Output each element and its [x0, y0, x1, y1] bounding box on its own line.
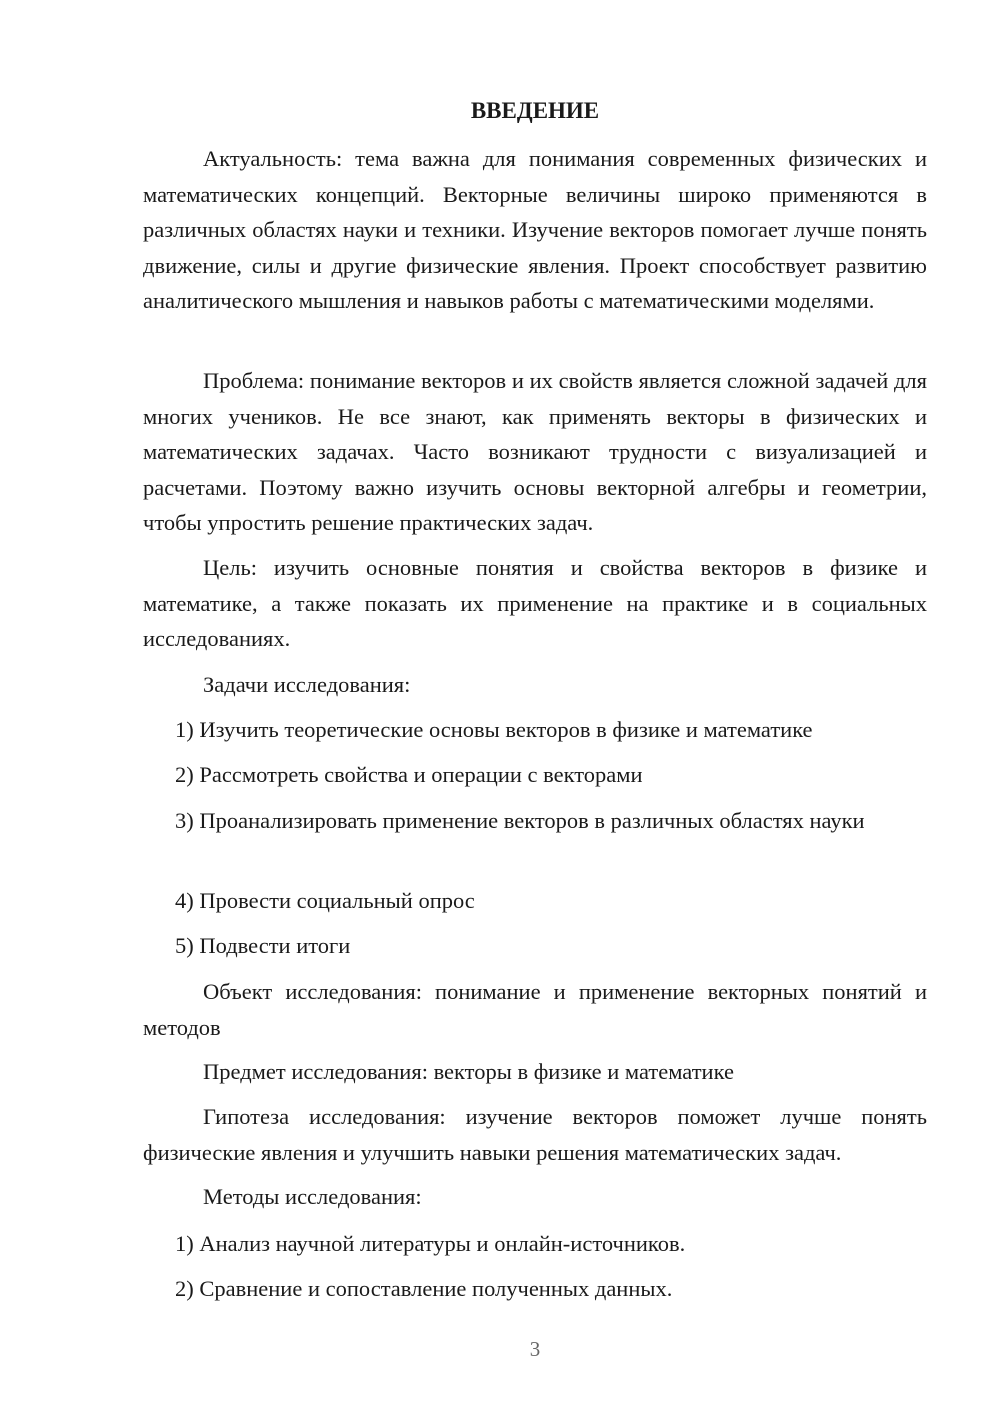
task-item-4: 4) Провести социальный опрос	[175, 888, 475, 913]
methods-heading: Методы исследования:	[203, 1184, 422, 1209]
task-item-1: 1) Изучить теоретические основы векторов в физике и математике	[175, 717, 813, 742]
paragraph-hypothesis: Гипотеза исследования: изучение векторов поможет лучше понять физические явления и улучшить навыки решения математических задач.	[143, 1104, 927, 1165]
section-title: ВВЕДЕНИЕ	[470, 98, 600, 123]
paragraph-goal: Цель: изучить основные понятия и свойства векторов в физике и математике, а также показать их применение на практике и в социальных исследованиях.	[143, 555, 927, 651]
method-item-2: 2) Сравнение и сопоставление полученных данных.	[175, 1276, 673, 1301]
paragraph-subject: Предмет исследования: векторы в физике и математике	[203, 1059, 734, 1084]
task-item-5: 5) Подвести итоги	[175, 933, 351, 958]
tasks-heading: Задачи исследования:	[203, 672, 411, 697]
task-item-2: 2) Рассмотреть свойства и операции с векторами	[175, 762, 643, 787]
paragraph-object: Объект исследования: понимание и применение векторных понятий и методов	[143, 979, 927, 1040]
paragraph-problem: Проблема: понимание векторов и их свойств является сложной задачей для многих учеников. Не все знают, как применять векторы в физических и математических задачах. Часто возникают трудности с визуализацией и расчетами. Поэтому важно изучить основы векторной алгебры и геометрии, чтобы упростить решение практических задач.	[143, 368, 927, 535]
paragraph-relevance: Актуальность: тема важна для понимания современных физических и математических концепций. Векторные величины широко применяются в различных областях науки и техники. Изучение векторов помогает лучше понять движение, силы и другие физические явления. Проект способствует развитию аналитического мышления и навыков работы с математическими моделями.	[143, 146, 927, 313]
page-number: 3	[529, 1337, 541, 1361]
method-item-1: 1) Анализ научной литературы и онлайн-источников.	[175, 1231, 686, 1256]
task-item-3: 3) Проанализировать применение векторов в различных областях науки	[175, 808, 865, 833]
